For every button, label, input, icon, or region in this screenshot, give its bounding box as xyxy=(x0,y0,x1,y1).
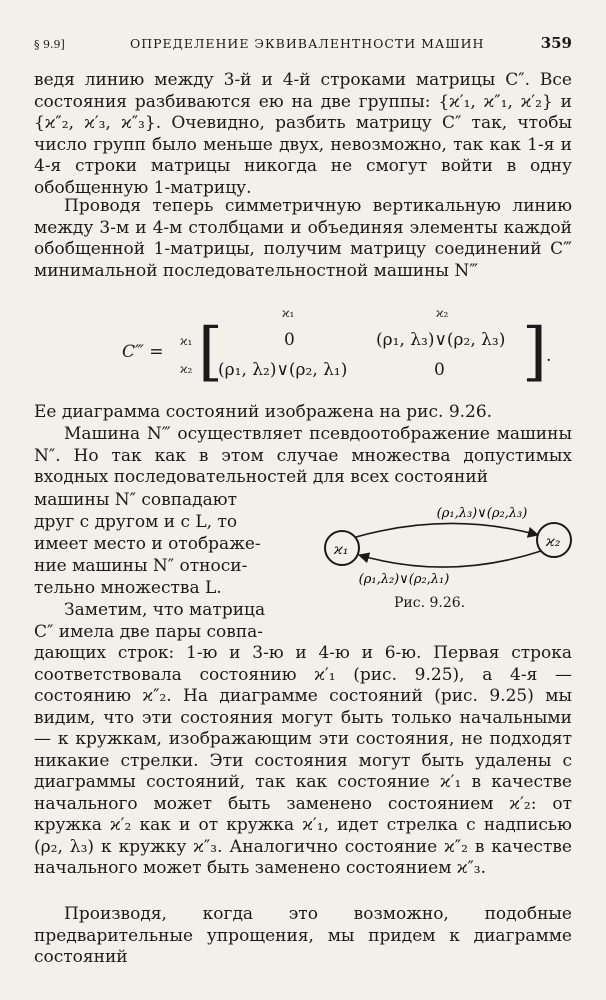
matrix-cell-r1c2: (ρ₁, λ₃)∨(ρ₂, λ₃) xyxy=(376,330,506,350)
node-label-2: ϰ₂ xyxy=(546,534,561,550)
matrix-c-triple-prime xyxy=(84,302,564,397)
matrix-name: C‴ = xyxy=(122,342,164,362)
matrix-right-bracket: ] xyxy=(522,315,547,389)
matrix-row-header-2: ϰ₂ xyxy=(180,362,193,376)
wrap-line-1: машины N″ совпадают xyxy=(34,490,237,510)
paragraph-simplifications: Производя, когда это возможно, подобные предварительные упрощения, мы придем к диаграмме состояний xyxy=(34,904,572,967)
paragraph-symmetric-line: Проводя теперь симметричную вертикальную линию между 3-м и 4-м столбцами и объединяя элементы каждой обобщенной 1-матрицы, получим матрицу соединений C‴ минимальной последовательностной машины N‴ xyxy=(34,196,572,281)
paragraph-continued: ведя линию между 3-й и 4-й строками матрицы C″. Все состояния разбиваются ею на две группы: {ϰ′₁, ϰ″₁, ϰ′₂} и {ϰ″₂, ϰ′₃, ϰ″₃}. Очевидно, разбить матрицу C″ так, чтобы число групп было меньше двух, невозможно, так как 1-я и 4-я строки матрицы никогда не смогут войти в одну обобщенную 1-матрицу. xyxy=(34,70,572,198)
wrap-line-2: друг с другом и с L, то xyxy=(34,512,238,532)
paragraph-pseudo-mapping: Машина N‴ осуществляет псевдоотображение машины N″. Но так как в этом случае множества допустимых входных последовательностей для всех состояний xyxy=(34,424,572,487)
wrap-line-6: Заметим, что матрица xyxy=(64,600,266,620)
paragraph-matching-rows: дающих строк: 1-ю и 3-ю и 4-ю и 6-ю. Первая строка соответствовала состоянию ϰ′₁ (рис. 9.25), а 4-я — состоянию ϰ″₂. На диаграмме состояний (рис. 9.25) мы видим, что эти состояния могут быть только начальными — к кружкам, изображающим эти состояния, не подходят никакие стрелки. Эти состояния могут быть удалены с диаграммы состояний, так как состояние ϰ′₁ в качестве начального может быть заменено состоянием ϰ′₂: от кружка ϰ′₂ как и от кружка ϰ′₁, идет стрелка с надписью (ρ₂, λ₃) к кружку ϰ″₃. Аналогично состояние ϰ″₂ в качестве начального может быть заменено состоянием ϰ″₃. xyxy=(34,643,572,878)
arc-bottom xyxy=(359,551,541,567)
arc-top xyxy=(356,523,538,537)
wrap-line-7: C″ имела две пары совпа- xyxy=(34,622,264,642)
running-title: ОПРЕДЕЛЕНИЕ ЭКВИВАЛЕНТНОСТИ МАШИН xyxy=(130,36,485,51)
arc-top-label: (ρ₁,λ₃)∨(ρ₂,λ₃) xyxy=(436,506,528,521)
matrix-cell-r1c1: 0 xyxy=(284,330,295,350)
arc-bottom-label: (ρ₁,λ₂)∨(ρ₂,λ₁) xyxy=(358,572,450,587)
matrix-left-bracket: [ xyxy=(198,315,223,389)
matrix-cell-r2c2: 0 xyxy=(434,360,445,380)
wrap-line-3: имеет место и отображе- xyxy=(34,534,261,554)
book-page xyxy=(34,0,572,1000)
state-diagram-figure xyxy=(304,495,572,620)
running-header xyxy=(34,34,572,56)
matrix-row-header-1: ϰ₁ xyxy=(180,334,193,348)
wrap-line-4: ние машины N″ относи- xyxy=(34,556,248,576)
page-number: 359 xyxy=(540,34,572,52)
figure-caption: Рис. 9.26. xyxy=(394,595,466,611)
wrap-line-5: тельно множества L. xyxy=(34,578,222,598)
section-ref: § 9.9] xyxy=(34,38,65,51)
matrix-col-header-2: ϰ₂ xyxy=(436,306,449,320)
paragraph-diagram-ref: Ее диаграмма состояний изображена на рис. 9.26. xyxy=(34,402,493,422)
matrix-cell-r2c1: (ρ₁, λ₂)∨(ρ₂, λ₁) xyxy=(218,360,348,380)
matrix-period: . xyxy=(546,346,552,366)
node-label-1: ϰ₁ xyxy=(334,542,349,558)
matrix-col-header-1: ϰ₁ xyxy=(282,306,295,320)
state-diagram xyxy=(304,495,572,595)
